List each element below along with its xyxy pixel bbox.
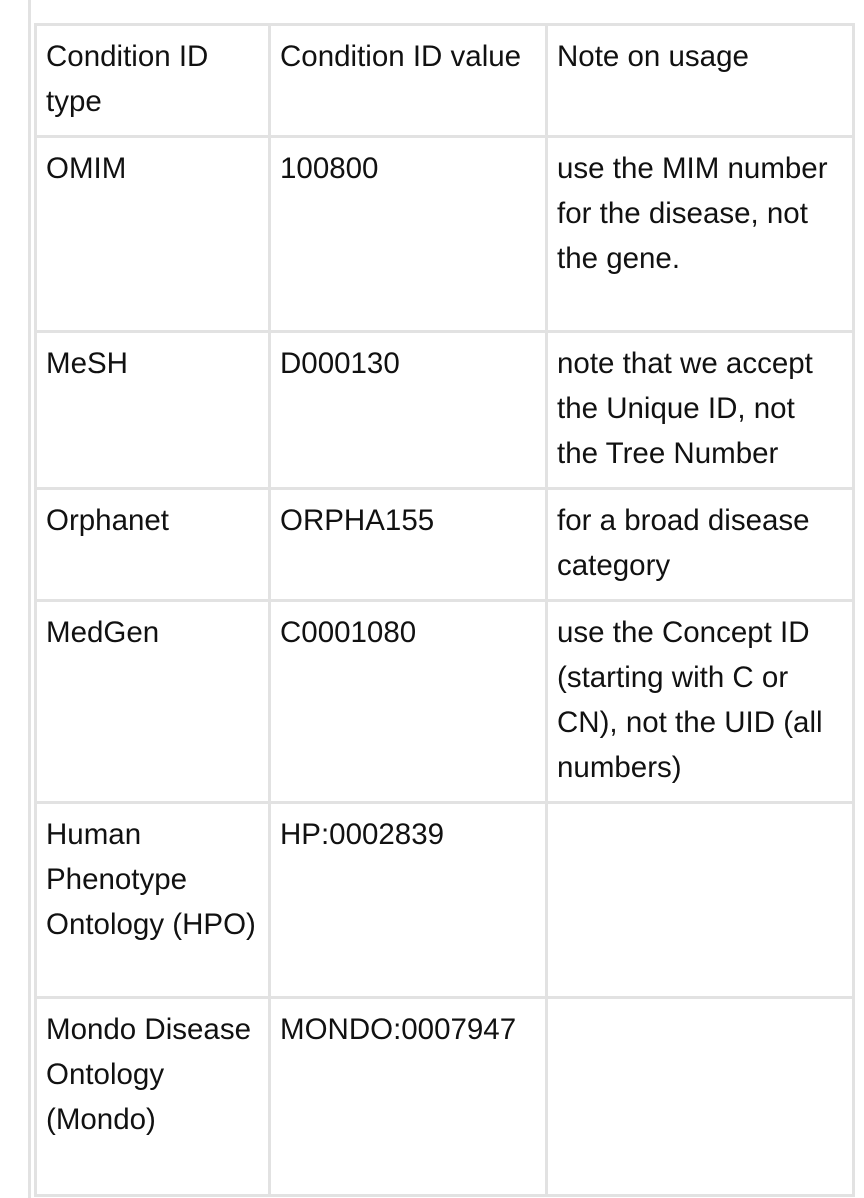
table-row bbox=[36, 332, 854, 489]
cell-type: OMIM bbox=[36, 137, 270, 332]
cell-value: C0001080 bbox=[270, 601, 547, 803]
cell-type: Human Phenotype Ontology (HPO) bbox=[36, 803, 270, 998]
cell-note: use the Concept ID (starting with C or CN), not the UID (all numbers) bbox=[547, 601, 854, 803]
cell-note: use the MIM number for the disease, not the gene. bbox=[547, 137, 854, 332]
table-row bbox=[36, 998, 854, 1196]
condition-id-table bbox=[34, 23, 855, 1197]
cell-value: D000130 bbox=[270, 332, 547, 489]
header-condition-id-value: Condition ID value bbox=[270, 25, 547, 137]
header-note-on-usage: Note on usage bbox=[547, 25, 854, 137]
cell-type: MeSH bbox=[36, 332, 270, 489]
cell-note: for a broad disease category bbox=[547, 489, 854, 601]
table-row bbox=[36, 137, 854, 332]
cell-value: HP:0002839 bbox=[270, 803, 547, 998]
table-row bbox=[36, 803, 854, 998]
cell-type: Orphanet bbox=[36, 489, 270, 601]
cell-note bbox=[547, 998, 854, 1196]
cell-type: Mondo Disease Ontology (Mondo) bbox=[36, 998, 270, 1196]
table-row bbox=[36, 601, 854, 803]
cell-note: note that we accept the Unique ID, not the Tree Number bbox=[547, 332, 854, 489]
cell-type: MedGen bbox=[36, 601, 270, 803]
table-row bbox=[36, 489, 854, 601]
table-header-row bbox=[36, 25, 854, 137]
cell-value: ORPHA155 bbox=[270, 489, 547, 601]
header-condition-id-type: Condition ID type bbox=[36, 25, 270, 137]
cell-note bbox=[547, 803, 854, 998]
cell-value: MONDO:0007947 bbox=[270, 998, 547, 1196]
page-left-border bbox=[28, 0, 31, 1198]
cell-value: 100800 bbox=[270, 137, 547, 332]
